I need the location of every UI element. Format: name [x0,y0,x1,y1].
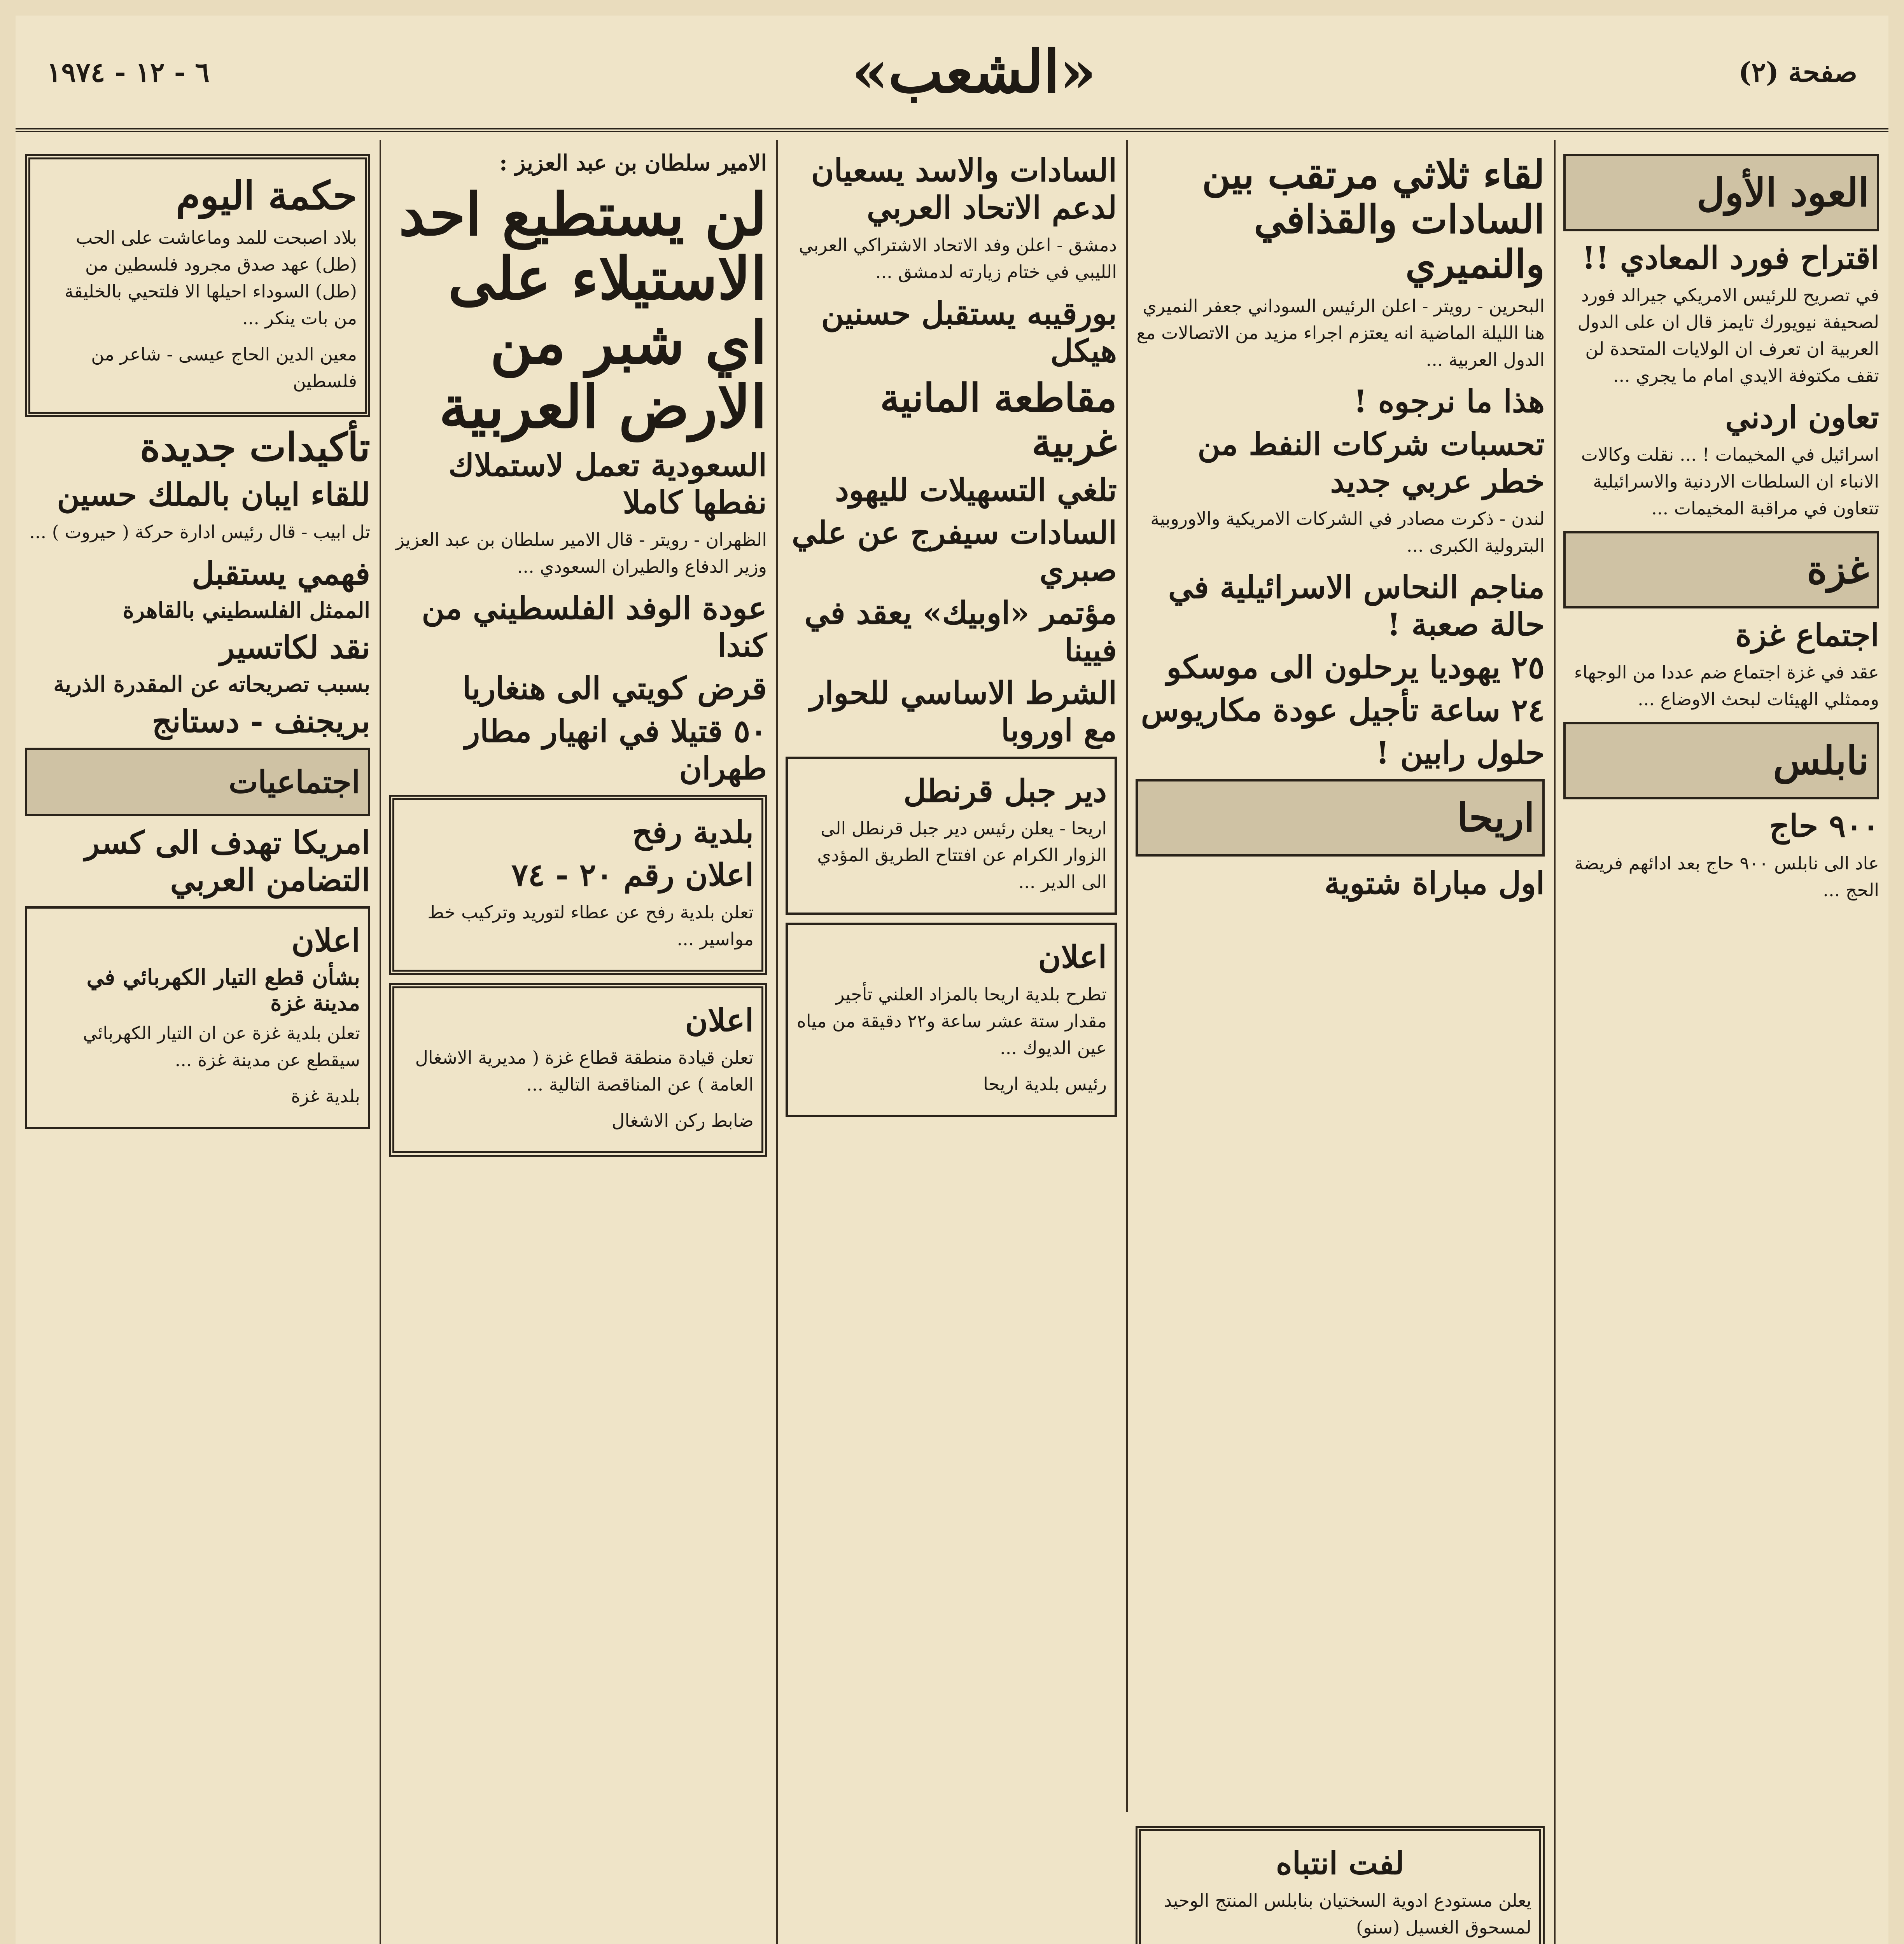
headline: اول مباراة شتوية [1324,865,1545,901]
section-header: العود الأول [1563,154,1879,231]
newspaper-page [16,16,1888,1944]
headline: تعاون اردني [1725,399,1879,435]
headline: تأكيدات جديدة [140,424,370,470]
ad-box: اعلان بشأن قطع التيار الكهربائي في مدينة غزة تعلن بلدية غزة عن ان التيار الكهربائي سيقطع عن مدينة غزة ... بلدية غزة [25,906,370,1129]
column-5 [16,140,380,1944]
subheadline: للقاء ايبان بالملك حسين [57,476,370,513]
kicker: الامير سلطان بن عبد العزيز : [499,150,767,176]
article-body: دمشق - اعلن وفد الاتحاد الاشتراكي العربي الليبي في ختام زيارته لدمشق ... [799,234,1117,282]
headline: ٥٠ قتيلا في انهيار مطار طهران [465,713,767,787]
headline: اجتماع غزة [1735,617,1879,653]
headline: مقاطعة المانية غربية [880,375,1117,465]
ad-box: بلدية رفح اعلان رقم ٢٠ - ٧٤ تعلن بلدية رفح عن عطاء لتوريد وتركيب خط مواسير ... [389,795,767,975]
headline: السادات والاسد يسعيان لدعم الاتحاد العربي [811,152,1117,226]
headline: الشرط الاساسي للحوار مع اوروبا [810,675,1117,748]
headline: ٩٠٠ حاج [1769,808,1879,844]
snow-notice: لفت انتباه يعلن مستودع ادوية السختيان بنابلس المنتج الوحيد لمسحوق الغسيل (سنو) [1136,1826,1545,1944]
page-number: صفحة (٢) [1738,56,1857,88]
article-body: اسرائيل في المخيمات ! ... نقلت وكالات الانباء ان السلطات الاردنية والاسرائيلية تتعاون في مراقبة المخيمات ... [1581,444,1879,519]
headline: عودة الوفد الفلسطيني من كندا [422,590,767,664]
column-2 [1126,140,1554,1812]
subheadline: تلغي التسهيلات لليهود [835,472,1117,508]
notices-area [1126,1812,1554,1944]
paper-name: «الشعب» [852,38,1096,106]
headline: قرض كويتي الى هنغاريا [462,670,767,706]
headline: ٢٥ يهوديا يرحلون الى موسكو [1166,649,1545,685]
ad-box: اعلان تعلن قيادة منطقة قطاع غزة ( مديرية الاشغال العامة ) عن المناقصة التالية ... ضابط ركن الاشغال [389,983,767,1157]
subheadline: بسبب تصريحاته عن المقدرة الذرية [53,671,370,697]
column-1 [1554,140,1888,1944]
article-body: الظهران - رويتر - قال الامير سلطان بن عبد العزيز وزير الدفاع والطيران السعودي ... [396,529,767,577]
headline: بريجنف - دستانج [152,703,370,739]
article-body: في تصريح للرئيس الامريكي جيرالد فورد لصحيفة نيويورك تايمز قال ان على الدول العربية ان تعرف ان الولايات المتحدة لن تقف مكتوفة الايدي امام ما يجري ... [1577,285,1879,386]
subheadline: الممثل الفلسطيني بالقاهرة [122,598,370,623]
section-header: نابلس [1563,722,1879,799]
headline: حلول رابين ! [1376,734,1545,771]
headline: مناجم النحاس الاسرائيلية في حالة صعبة ! [1168,569,1545,643]
quote-box: حكمة اليوم بلاد اصبحت للمد وماعاشت على الحب (طل) عهد صدق مجرود فلسطين من (طل) السوداء احيلها الا فلتحيي بالخليقة من بات ينكر ... معين الدين الحاج عيسى - شاعر من فلسطين [25,154,370,417]
ad-box: اعلان تطرح بلدية اريحا بالمزاد العلني تأجير مقدار ستة عشر ساعة و٢٢ دقيقة من مياه عين الديوك ... رئيس بلدية اريحا [786,923,1117,1117]
headline: اقتراح فورد المعادي !! [1582,240,1879,276]
headline: امريكا تهدف الى كسر التضامن العربي [84,824,370,898]
article-body: لندن - ذكرت مصادر في الشركات الامريكية والاوروبية البترولية الكبرى ... [1150,508,1545,556]
issue-date: ٦ - ١٢ - ١٩٧٤ [47,56,210,88]
article-body: عاد الى نابلس ٩٠٠ حاج بعد ادائهم فريضة الحج ... [1574,853,1879,900]
headline: ٢٤ ساعة تأجيل عودة مكاريوس [1141,692,1545,728]
headline: مؤتمر «اوبيك» يعقد في فيينا [804,594,1117,668]
article-body: البحرين - رويتر - اعلن الرئيس السوداني جعفر النميري هنا الليلة الماضية انه يعتزم اجراء مزيد من الاتصالات مع الدول العربية ... [1136,295,1545,370]
section-header: غزة [1563,531,1879,608]
subheadline: السعودية تعمل لاستملاك نفطها كاملا [448,447,767,521]
headline: تحسبات شركات النفط من خطر عربي جديد [1197,426,1545,500]
headline: فهمي يستقبل [192,555,370,592]
section-header: اريحا [1136,779,1545,857]
headline: نقد لكاتسير [219,629,370,666]
headline: السادات سيفرج عن علي صبري [791,514,1117,588]
headline: لقاء ثلاثي مرتقب بين السادات والقذافي والنميري [1202,152,1545,287]
article-body: تل ابيب - قال رئيس ادارة حركة ( حيروت ) ... [29,521,370,542]
headline: لن يستطيع احد الاستيلاء على اي شبر من الارض العربية [399,180,767,441]
section-header: اجتماعيات [25,748,370,816]
column-3 [776,140,1126,1944]
article-body: عقد في غزة اجتماع ضم عددا من الوجهاء وممثلي الهيئات لبحث الاوضاع ... [1574,662,1879,710]
masthead [16,16,1888,132]
headline: بورقيبه يستقبل حسنين هيكل [821,295,1117,369]
headline: هذا ما نرجوه ! [1353,383,1545,420]
column-4 [380,140,776,1944]
notice-box: دير جبل قرنطل اريحا - يعلن رئيس دير جبل قرنطل الى الزوار الكرام عن افتتاح الطريق المؤدي الى الدير ... [786,757,1117,915]
